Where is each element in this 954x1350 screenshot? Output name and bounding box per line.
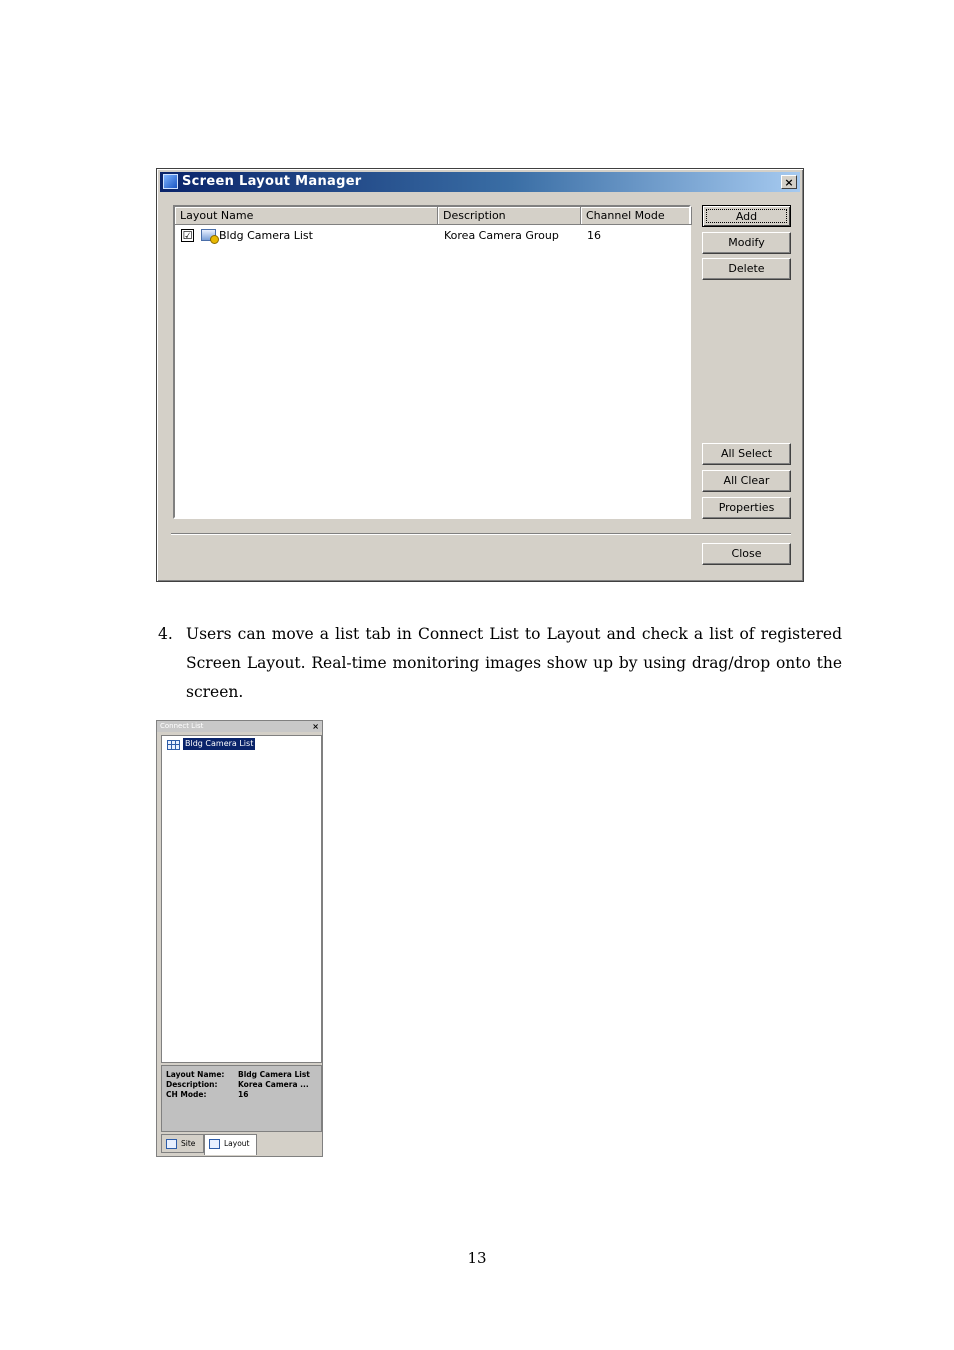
all-clear-button[interactable]: All Clear (702, 470, 791, 492)
step-number: 4. (158, 625, 173, 643)
all-select-button[interactable]: All Select (702, 443, 791, 465)
info-key: Description: (166, 1080, 218, 1089)
column-description[interactable]: Description (438, 207, 581, 225)
dialog-titlebar (160, 172, 800, 192)
close-button[interactable]: Close (702, 543, 791, 565)
info-value: Bldg Camera List (238, 1070, 310, 1079)
info-value: Korea Camera ... (238, 1080, 309, 1089)
add-button-label: Add (706, 209, 787, 223)
info-key: Layout Name: (166, 1070, 225, 1079)
instruction-paragraph (158, 620, 842, 707)
panel-tabs (161, 1134, 322, 1154)
separator (171, 533, 791, 535)
info-key: CH Mode: (166, 1090, 207, 1099)
column-channel-mode[interactable]: Channel Mode (581, 207, 692, 225)
panel-close-icon[interactable]: × (312, 722, 319, 731)
step-text: Users can move a list tab in Connect List to Layout and check a list of registered Screen Layout. Real-time monitoring images show up by using drag/drop onto the screen. (186, 625, 842, 701)
info-value: 16 (238, 1090, 249, 1099)
tab-layout-label: Layout (224, 1139, 250, 1148)
layout-tree[interactable] (161, 735, 322, 1063)
cell-layout-name: Bldg Camera List (219, 229, 313, 242)
list-header (175, 207, 689, 225)
tree-item-selected[interactable]: Bldg Camera List (185, 739, 254, 748)
page-number: 13 (467, 1249, 487, 1267)
grid-layout-icon (209, 1139, 220, 1149)
cell-channel-mode: 16 (587, 229, 601, 242)
site-icon (166, 1139, 177, 1149)
layout-list[interactable] (173, 205, 691, 519)
tab-site[interactable] (161, 1134, 204, 1153)
screen-layout-manager-dialog (156, 168, 804, 582)
panel-titlebar (157, 721, 322, 732)
properties-button[interactable]: Properties (702, 497, 791, 519)
grid-layout-icon (167, 740, 180, 750)
layout-info-box (161, 1065, 322, 1132)
delete-button[interactable]: Delete (702, 258, 791, 280)
close-icon[interactable]: × (781, 175, 797, 189)
cell-description: Korea Camera Group (444, 229, 559, 242)
panel-title: Connect List (160, 722, 204, 730)
app-icon (163, 174, 178, 189)
table-row[interactable] (175, 227, 689, 244)
column-layout-name[interactable]: Layout Name (175, 207, 438, 225)
connect-list-panel (156, 720, 323, 1157)
layout-icon (201, 229, 216, 241)
tab-layout[interactable] (204, 1134, 257, 1155)
dialog-title: Screen Layout Manager (182, 174, 362, 189)
tab-site-label: Site (181, 1139, 196, 1148)
row-checkbox[interactable]: ☑ (182, 229, 193, 242)
add-button[interactable] (702, 205, 791, 227)
modify-button[interactable]: Modify (702, 232, 791, 254)
